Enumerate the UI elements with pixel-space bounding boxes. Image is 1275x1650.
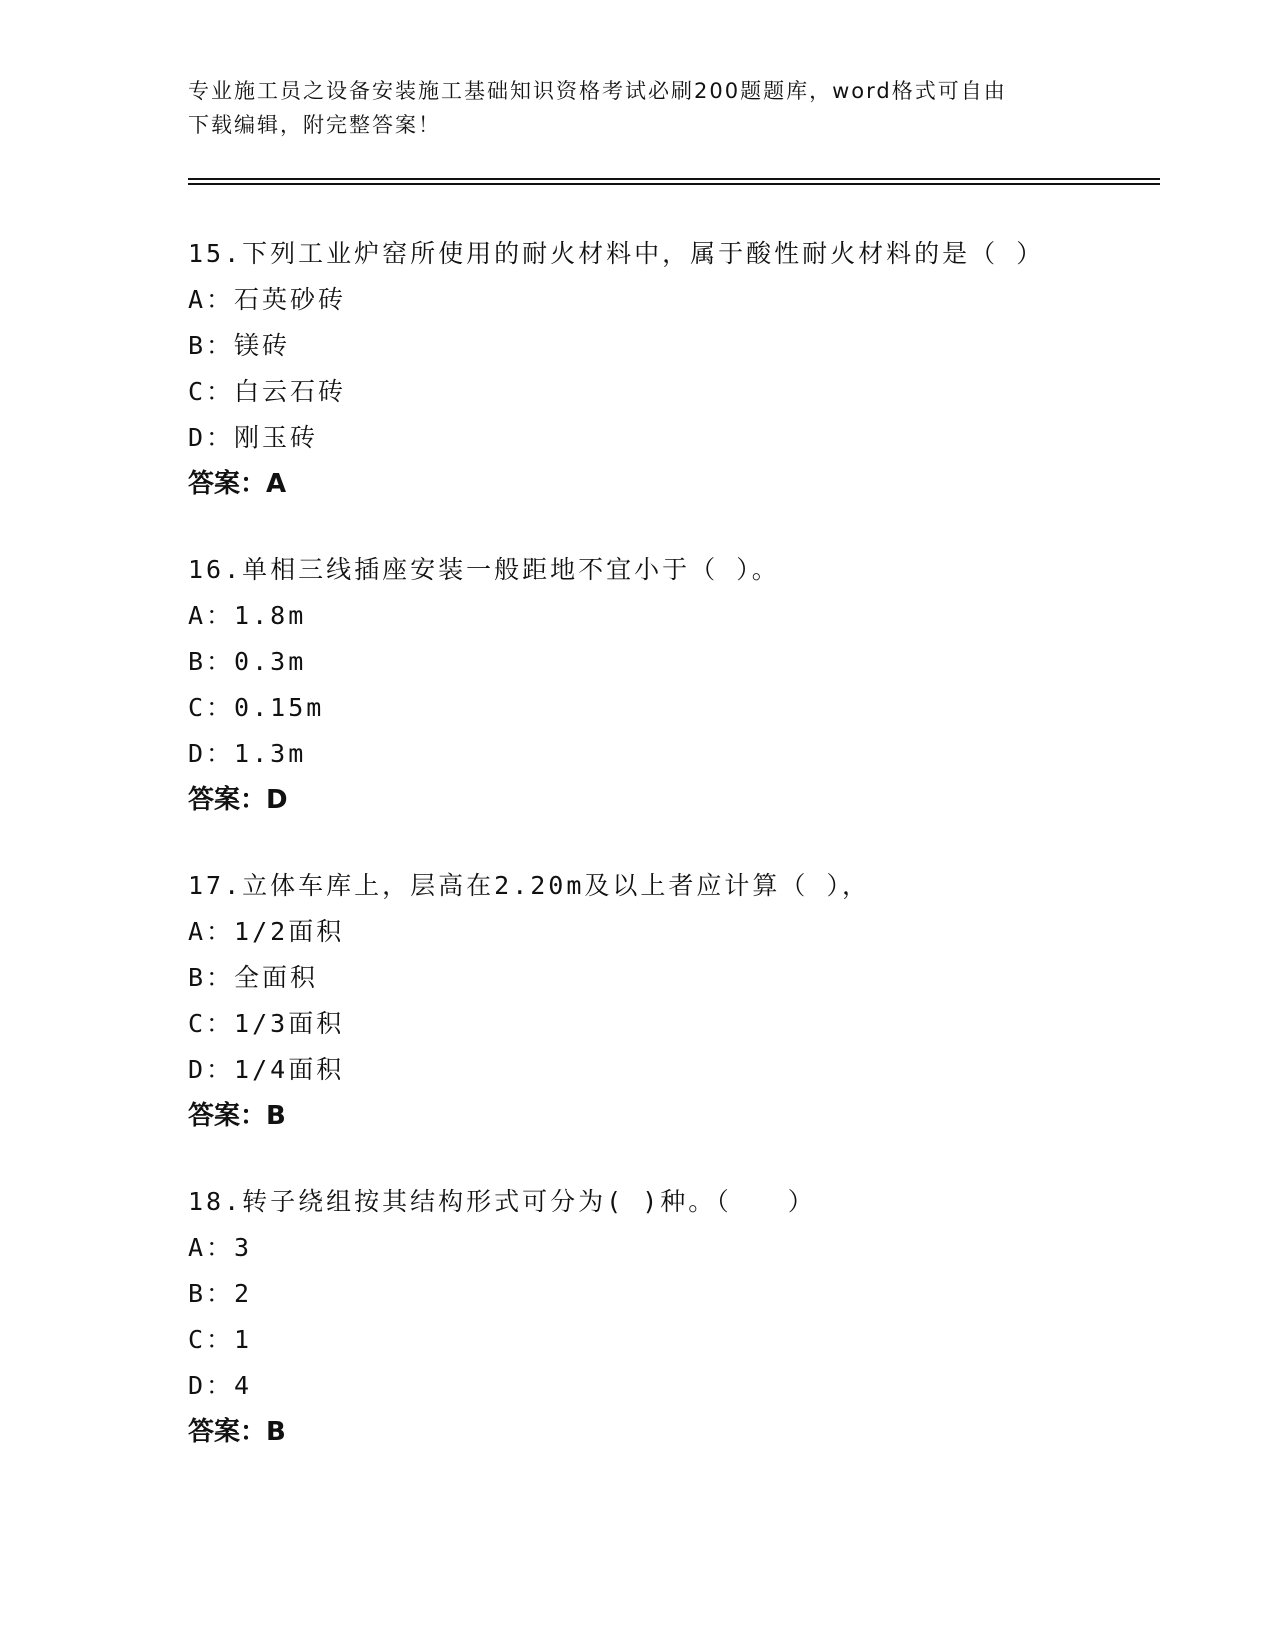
question-18 bbox=[188, 1186, 1148, 1462]
option-a: A：1.8m bbox=[188, 601, 307, 630]
document-header bbox=[188, 74, 1088, 142]
option-b: B：2 bbox=[188, 1279, 253, 1308]
option-d: D：刚玉砖 bbox=[188, 423, 319, 452]
option-c: C：1 bbox=[188, 1325, 253, 1354]
question-16 bbox=[188, 554, 1148, 830]
option-b: B：全面积 bbox=[188, 963, 319, 992]
question-stem: 17.立体车库上，层高在2.20m及以上者应计算（ ）， bbox=[188, 871, 870, 900]
option-d: D：1.3m bbox=[188, 739, 307, 768]
question-15 bbox=[188, 238, 1148, 514]
option-c: C：0.15m bbox=[188, 693, 325, 722]
option-d: D：4 bbox=[188, 1371, 253, 1400]
answer: 答案：A bbox=[188, 469, 287, 499]
question-stem: 18.转子绕组按其结构形式可分为( )种。（ ） bbox=[188, 1187, 816, 1216]
header-divider-bottom bbox=[188, 183, 1160, 185]
option-c: C：白云石砖 bbox=[188, 377, 347, 406]
option-b: B：镁砖 bbox=[188, 331, 291, 360]
header-divider-top bbox=[188, 178, 1160, 180]
option-d: D：1/4面积 bbox=[188, 1055, 345, 1084]
answer: 答案：B bbox=[188, 1101, 286, 1131]
question-17 bbox=[188, 870, 1148, 1146]
header-line-1: 专业施工员之设备安装施工基础知识资格考试必刷200题题库，word格式可自由 bbox=[188, 79, 1007, 103]
answer: 答案：D bbox=[188, 785, 288, 815]
option-b: B：0.3m bbox=[188, 647, 307, 676]
answer: 答案：B bbox=[188, 1417, 286, 1447]
question-stem: 16.单相三线插座安装一般距地不宜小于（ ）。 bbox=[188, 555, 780, 584]
option-c: C：1/3面积 bbox=[188, 1009, 345, 1038]
question-stem: 15.下列工业炉窑所使用的耐火材料中，属于酸性耐火材料的是（ ） bbox=[188, 239, 1045, 268]
option-a: A：石英砂砖 bbox=[188, 285, 347, 314]
header-line-2: 下载编辑，附完整答案！ bbox=[188, 113, 441, 137]
option-a: A：3 bbox=[188, 1233, 253, 1262]
option-a: A：1/2面积 bbox=[188, 917, 345, 946]
